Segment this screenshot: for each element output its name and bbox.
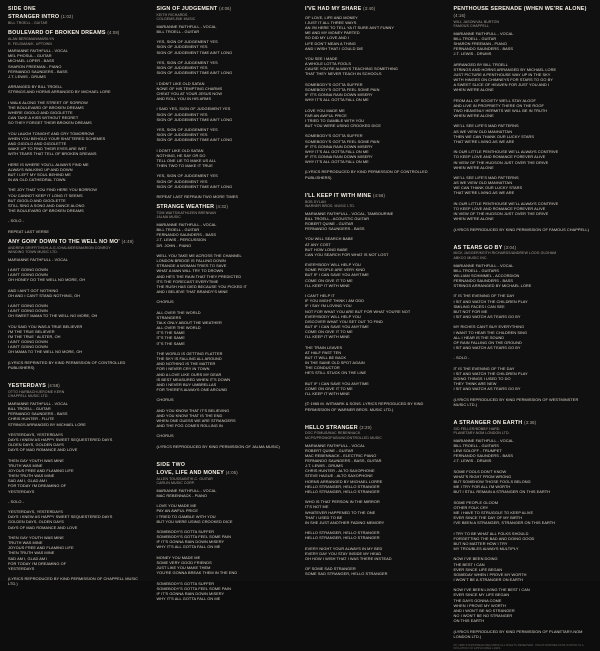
song-title: BOULEVARD OF BROKEN DREAMS (4:08): [8, 30, 120, 37]
song-lyrics: MARIANNE FAITHFULL - VOCAL BILL TROELL - GUITAR SHARON FREEMAN - PIANO FERNANDO SAUNDERS - BASS J.T. LEWIS - DRUMS ARRANGED BY BILL TROELL STRINGS AND HORNS ARRANGED BY MICHAEL LORE JUST PICTURE A PENTHOUSE WAY UP IN THE SKY WITH HINGES ON CHIMNEYS FOR STARS TO GO BY A SWEET SLICE OF HEAVEN FOR JUST YOU AND I WHEN WE'RE ALONE FROM ALL OF SOCIETY WE'LL STAY ALOOF AND LIVE IN PROPRIETY THERE ON THE ROOF TWO HEAVENLY HERMITS WE WILL BE IN TRUTH WHEN WE'RE ALONE WE'LL SEE LIFE'S MAD PATTERNS AS WE VIEW OLD MANHATTAN THEN WE CAN THANK OUR LUCKY STARS THAT WE'RE LIVING AS WE ARE IN OUR LITTLE PENTHOUSE WE'LL ALWAYS CONTRIVE TO KEEP LOVE AND ROMANCE FOREVER ALIVE IN VIEW OF THE HUDSON JUST OVER THE DRIVE WHEN WE'RE ALONE WE'LL SEE LIFE'S MAD PATTERNS AS WE VIEW OLD MANHATTAN WE CAN THANK OUR LUCKY STARS THAT WE'RE LIVING AS WE ARE IN OUR LITTLE PENTHOUSE WE'LL ALWAYS CONTRIVE TO KEEP LOVE AND ROMANCE FOREVER ALIVE IN VIEW OF THE HUDSON JUST OVER THE DRIVE WHEN WE'RE ALONE (LYRICS REPRODUCED BY KIND PERMISSION OF FAMOUS CHAPPELL): [453, 30, 589, 232]
song-credit: OTTO HARBACH/JEROME KERN CHAPPELL MUSIC LTD.: [8, 389, 65, 399]
song-credit: BOB DYLAN WARNER BROS. MUSIC LTD.: [305, 199, 356, 209]
song-any-goin-down-to-the-well-no-mo: [8, 239, 147, 370]
song-credit: SID FELLER/BOBBY HARD PLANETARY-NOM LONDON LTD.: [453, 426, 510, 436]
song-lyrics: MARIANNE FAITHFULL - VOCAL BILL TROELL - GUITARS LEW SOLOFF - TRUMPET FERNANDO SAUNDERS - BASS J.T. LEWIS - DRUMS SOME FOOLS DON'T KNOW WHAT'S RIGHT FROM WRONG BUT SOMEHOW THOSE FOOLS BELONG ME I TRY FOR ALL I'M WORTH BUT I STILL REMAIN A STRANGER ON THIS EARTH SOME PEOPLE GLOOM OTHER FOLK CRY ME I HAVE TO STRUGGLE TO KEEP ALIVE EVER SINCE THE DAY OF MY BIRTH I'VE BEEN A STRANGER, STRANGER ON THIS EARTH I TRY TO BE WHAT ALL FOLKS SHOULD FORGETTING THE BAD AND DOING GOOD BUT NO MATTER HOW I TRY MY TROUBLES ALWAYS MULTIPLY NOW I'VE BEEN DOING THE BEST I CAN EVER SINCE LIFE BEGAN SOMEDAY WHEN I PROVE MY WORTH I WON'T BE A STRANGER ON EARTH NOW I'VE BEEN LIVING THE BEST I CAN EVER SINCE MY LIFE BEGAN THE DAYS GONNA COME WHEN I PROVE MY WORTH AND I WON'T BE NO STRANGER NO I WON'T BE NO STRANGER ON THIS EARTH (LYRICS REPRODUCED BY KIND PERMISSION OF PLANETARY-NOM LONDON LTD.): [453, 437, 583, 639]
song-credit: MICK JAGGER/KEITH RICHARDS/ANDREW LOOG OLDHAM ABKCO MUSIC INC.: [453, 251, 557, 260]
song-title: PENTHOUSE SERENADE (WHEN WE'RE ALONE) (4:16): [453, 6, 587, 18]
song-title: LOVE, LIFE AND MONEY (4:05): [156, 469, 238, 476]
column-3: [305, 6, 444, 575]
song-title: STRANGE WEATHER (4:32): [156, 204, 229, 211]
song-lyrics: MARIANNE FAITHFULL - VOCAL I AIN'T GOING DOWN I AIN'T GOING DOWN OH HONEY DO THE WELL NO MORE, OH AND I AIN'T GOT NOTHING OH AND I CAN'T STAND NOTHING, OH I AIN'T GOING DOWN I AIN'T GOING DOWN OH SWEET MAMA TO THE WELL NO MORE, OH YOU SAID YOU WAS A TRUE BELIEVER I'M THE TRUE BELIEVER I'M THE TRUE ' ALSTER, OH I AIN'T GOING DOWN I AIN'T GOING DOWN OH MAMA TO THE WELL NO MORE, OH (LYRICS REPRINTED BY KIND PERMISSION OF CONTROLLED PUBLISHERS): [8, 256, 126, 370]
song-credit: KEITH RICHARDS COLGEMS-EMI MUSIC: [156, 12, 196, 22]
song-title: STRANGER INTRO (1:02): [8, 14, 74, 20]
song-strange-weather: [157, 204, 296, 449]
side-two-label: SIDE TWO: [156, 461, 186, 468]
song-lyrics: MARIANNE FAITHFULL - VOCAL MEL PHOSUL - GUITAR MICHAEL LOPER - BASS SHARON FREEMAN - PIANO FERNANDO SAUNDERS - BASS J.T. LEWIS - DRUMS ARRANGED BY BILL TROELL STRINGS AND HORNS ARRANGED BY MICHAEL LORE I WALK ALONG THE STREET OF SORROW THE BOULEVARD OF BROKEN DREAMS WHERE GIGOLO AND GIGOLETTE CAN TAKE A KISS WITHOUT REGRET SO THEY FORGET THEIR BROKEN DREAMS YOU LAUGH TONIGHT AND CRY TOMORROW WHEN YOU BEHOLD YOUR SHATTERED SCHEMES AND GIGOLO AND GIGOLETTE WAKE UP TO FIND THEIR EYES ARE WET WITH TEARS THAT TELL OF BROKEN DREAMS HERE IS WHERE YOU'LL ALWAYS FIND ME ALWAYS WALKING UP AND DOWN BUT I LEFT MY SOUL BEHIND ME IN AN OLD CATHEDRAL TOWN THE JOY THAT YOU FIND HERE YOU BORROW YOU CANNOT KEEP IT LONG IT SEEMS BUT GIGOLO AND GIGOLETTE STILL SING A SONG AND DANCE ALONG THE BOULEVARD OF BROKEN DREAMS - SOLO - REPEAT LAST VERSE: [8, 48, 111, 234]
song-a-stranger-on-earth: [454, 420, 593, 639]
song-lyrics: OF LOVE, LIFE AND MONEY I JUST IT ALL THREE WAYS AN I'M HERE TO TELL YA IT SURE AIN'T FUNNY ME AND MY MONEY PARTED SO DID MY LOVE AND I LIFE DON'T MEAN A THING AND I WISH THAT I COULD DIE YOU SEE I MADE A WHOLE LOTTA FOOLS CAUSE YOU'RE ALWAYS TEACHING SOMETHING THAT THEY NEVER TEACH IN SCHOOLS SOMEBODY'S GOTTA SUFFER SOMEBODY'S GOTTA FEEL SOME PAIN IF IT'S GONNA RAIN DOWN MISERY WHY IT'S ALL GOTTA FALL ON ME LOVE YOU MADE ME FAR AN AWFUL PRICE I TRIED TO GAMBLE WITH YOU BUT YOU WERE USING CROOKED DICE SOMEBODY'S GOTTA SUFFER SOMEBODY'S GOTTA FEEL SOME PAIN IF IT'S GONNA RAIN DOWN MISERY WHY IT'S ALL GOTTA FALL ON ME IF IT'S GONNA RAIN DOWN MISERY WHY IT'S ALL GOTTA FALL ON ME (LYRICS REPRODUCED BY KIND PERMISSION OF CONTROLLED PUBLISHERS): [305, 14, 428, 180]
song-title: I'VE HAD MY SHARE (3:40): [305, 6, 376, 12]
song-yesterdays: [8, 383, 147, 586]
song-lyrics: MARIANNE FAITHFULL - VOCAL BILL TROELL - GUITAR YES, SIGN OF JUDGEMENT YES SIGN OF JUDGEMENT YES SIGN OF JUDGEMENT TIME AIN'T LONG YES, SIGN OF JUDGEMENT YES SIGN OF JUDGEMENT YES SIGN OF JUDGEMENT TIME AIN'T LONG I DIDN'T LIKE OLD SATAN NONE OF HIS TEMPTING CHARMS CHEAT YOU AT YOUR JESUS NOW AND ROLL YOU IN HIS ARMS I SAID YES, SIGN OF JUDGEMENT YES SIGN OF JUDGEMENT YES SIGN OF JUDGEMENT TIME AIN'T LONG YES, SIGN OF JUDGEMENT YES SIGN OF JUDGEMENT YES SIGN OF JUDGEMENT TIME AIN'T LONG I DON'T LIKE OLD SATAN NOTHING, HE SAY OR DO TELL ONE LIE TO MAKE US ALL THEN TWO TO MAKE IT TRUE YES, SIGN OF JUDGEMENT YES SIGN OF JUDGEMENT YES SIGN OF JUDGEMENT TIME AIN'T LONG REPEAT LAST REFRAIN TWO MORE TIMES: [156, 23, 239, 199]
song-credit: DOC POMUS/MAC REBENNACK MCPS/PROMOPUB/UNCONTROLLED MUSIC: [305, 431, 382, 440]
song-hello-stranger: [305, 425, 444, 577]
song-ill-keep-it-with-mine: [305, 193, 444, 412]
column-1: [8, 6, 147, 587]
song-sign-of-judgement: [157, 6, 296, 199]
song-title: HELLO STRANGER (3:29): [305, 424, 372, 431]
song-title: I'LL KEEP IT WITH MINE (4:56): [305, 192, 386, 199]
song-lyrics: MARIANNE FAITHFULL - VOCAL ROBERT QUINE - GUITAR MAC REBENNACK - ELECTRIC PIANO FERNANDO SAUNDERS - BASS, GUITAR J.T. LEWIS - DRUMS CHRIS HUNTER - ALTO SAXOPHONE STEVE HAGUE - ALTO SAXOPHONE HORNS ARRANGED BY MICHAEL LORRE HELLO STRANGER, HELLO STRANGER HELLO STRANGER, HELLO STRANGER WHO IS THAT PERSON IN THE MIRROR IT'S NOT ME WHATEVER HAPPENED TO THE ONE THAT I USED TO BE IN SHE JUST ANOTHER FADING MEMORY HELLO STRANGER, HELLO STRANGER HELLO STRANGER, HELLO STRANGER EVERY NIGHT YOUR ALWAYS IN MY BED EVERY DAY YOU STAY INSIDE MY HEAD OH HOW I WISH THAT I WAS THERE INSTEAD OF SOME SAD STRANGER SOME SAD STRANGER, HELLO STRANGER: [305, 442, 392, 577]
song-credit: TOM WAITS/KATHLEEN BRENNAN JALMA MUSIC: [156, 210, 217, 220]
song-ive-had-my-share: [305, 6, 444, 180]
side-one-label: SIDE ONE: [8, 6, 36, 12]
song-credit: ALAN BERGMAN/MARILYN R. FELDMAN/K. UPTOWN: [8, 37, 55, 46]
song-lyrics: MARIANNE FAITHFULL - VOCAL BILL TROELL - GUITAR FERNANDO SAUNDERS - BASS CHRIS HUNTER - FLUTE STRINGS ARRANGED BY MICHAEL LORE YESTERDAYS, YESTERDAYS DAYS I KNEW AS HAPPY SWEET SEQUESTERED DAYS OLDEN DAYS, GOLDEN DAYS DAYS OF MAD ROMANCE AND LOVE THEN GAY YOUTH WAS MINE TRUTH WAS MINE JOYOUS FREE AND FLAMING LIFE THEN TRUTH WAS MINE SAD AM I, GLAD AM I FOR TODAY I'M DREAMING OF YESTERDAYS - SOLO - YESTERDAYS, YESTERDAYS DAYS I KNEW AS HAPPY SWEET SEQUESTERED DAYS GOLDEN DAYS, OLDEN DAYS DAYS OF MAD ROMANCE AND LOVE THEN GAY YOUTH WAS MINE TRUTH WAS MINE JOYOUS FREE AND FLAMING LIFE THEN TRUTH WAS MINE SAD AM I, GLAD AM I FOR TODAY I'M DREAMING OF YESTERDAYS (LYRICS REPRODUCED BY KIND PERMISSION OF CHAPPELL MUSIC LTD.): [8, 400, 139, 587]
song-credit: ALLEN TOUSSAINT/K.C. GUITAR CARLIN MUSIC CORP.: [156, 476, 213, 486]
column-4: [453, 6, 593, 651]
song-lyrics: MARIANNE FAITHFULL - VOCAL BILL TROELL - GUITAR FERNANDO SAUNDERS - BASS J.T. LEWIS - PERCUSSION DR. JOHN - PIANO WELL YOU TAKE ME ACROSS THE CHANNEL LONDON BRIDGE IS FALLING DOWN STRANGE A WOMAN TRIES TO SAVE WHAT A MAN WILL TRY TO DROWN AND HE'S THE RAIN THAT THEY PREDICTED ITS THE FORECAST EVERYTIME THE RUSH HAS DIED BECAUSE YOU PICKED IT AND I BELIEVE THAT BRANDY'S MINE CHORUS ALL OVER THE WORLD STRANGERS TALK ONLY ABOUT THE WEATHER ALL OVER THE WORLD IT'S THE SAME IT'S THE SAME IT'S THE SAME THE WORLD IS GETTING FLATTER THE SKY IS FALLING ALL AROUND AND NOTHING IS THE MATTER FOR I NEVER CRY IN TOWN AND A LOVE LIKE OURS MY DEAR IS BEST MEASURED WHEN IT'S DOWN AND I NEVER BUY UMBRELLAS FOR THERE'S ALWAYS ONE AROUND CHORUS AND YOU KNOW THAT IT'S BELIEVING AND YOU KNOW THAT IS THE END WHEN ONE GUESS WE ARE STRANGERS AND THE FOG COMES ROLLING IN CHORUS (LYRICS REPRODUCED BY KIND PERMISSION OF JALMA MUSIC): [156, 222, 280, 449]
song-stranger-intro: [8, 14, 147, 25]
song-title: ANY GOIN' DOWN TO THE WELL NO MO' (4:49): [8, 238, 134, 245]
song-love-life-and-money: [157, 470, 296, 601]
copyright-footer: (P) 1989 STARSTREAM RECORDS ALL RIGHTS RESERVED. UNAUTHORISED DUPLICATION IS A VIOLATION OF APPLICABLE LAWS.: [453, 643, 585, 651]
song-boulevard-of-broken-dreams: [8, 30, 147, 233]
column-2: [156, 6, 296, 601]
song-title: A STRANGER ON EARTH (3:38): [453, 419, 537, 426]
song-lyrics: MARIANNE FAITHFULL - VOCAL BILL TROELL - GUITARS WILLIAM SCHIMMEL - ACCORDION FERNANDO SAUNDERS - BASS STRINGS ARRANGED BY MICHAEL LORE IT IS THE EVENING OF THE DAY I SIT AND WATCH THE CHILDREN PLAY SMILING FACES I CAN SEE BUT NOT FOR ME I SIT AND WATCH AS TEARS GO BY MY RICHES CAN'T BUY EVERYTHING I WANT TO HEAR THE CHILDREN SING ALL I HEAR IS THE SOUND OF RAIN FALLING ON THE GROUND I SIT AND WATCH AS TEARS GO BY - SOLO - IT IS THE EVENING OF THE DAY I SIT AND WATCH THE CHILDREN PLAY DOING THINGS I USED TO DO THEY THINK ARE NEW I SIT AND WATCH AS TEARS GO BY (LYRICS REPRODUCED BY KIND PERMISSION OF WESTMINSTER MUSIC LTD.): [453, 262, 579, 407]
song-title: YESTERDAYS (4:58): [8, 383, 60, 390]
song-lyrics: MARIANNE FAITHFULL - VOCAL MAC REBENNACK - PIANO LOVE YOU MADE ME PAY AN AWFUL PRICE I TRIED TO GAMBLE WITH YOU BUT YOU WERE USING CROOKED DICE SOMEBODY'S GOTTA SUFFER SOMEBODY'S GOTTA FEEL SOME PAIN IF IT'S GONNA RAIN DOWN MISERY WHY IT'S ALL GOTTA FALL ON ME MONEY YOU MADE ME SOME VERY GOOD FRIENDS JUST LIKE YOU MAKE THEM YOU'RE GONNA BREAK THEM IN THE END SOMEBODY'S GOTTA SUFFER SOMEBODY'S GOTTA FEEL SOME PAIN IF IT'S GONNA RAIN DOWN MISERY WHY IT'S ALL GOTTA FALL ON ME: [156, 487, 238, 601]
song-title: SIGN OF JUDGEMENT (4:06): [156, 6, 232, 12]
song-credit: BILL TROELL - GUITAR: [8, 20, 48, 25]
song-credit: WILL JASON/VAL BURTON FAMOUS CHAPPELL: [453, 19, 500, 29]
song-credit: ANDREW GRIFFITHS/H.A.G./CHALMERS/MARION CONROY WINDING TOWN MUSIC LTD.: [8, 245, 111, 255]
song-as-tears-go-by: [454, 245, 593, 407]
lyrics-columns: [8, 6, 592, 651]
song-lyrics: MARIANNE FAITHFULL - VOCAL, TAMBOURINE BILL TROELL - ACOUSTIC GUITAR ROBERT QUINE - GUITAR FERNANDO SAUNDERS - BASS YOU WILL SEARCH BABE AT ANY COST BUT HOW LONG BABE CAN YOU SEARCH FOR WHAT IS NOT LOST EVERYBODY WILL HELP YOU SOME PEOPLE ARE VERY KIND BUT IF I CAN SAVE YOU ANYTIME COME ON GIVE IT TO ME I'LL KEEP IT WITH MINE I CAN'T HELP IT IF YOU MIGHT THINK I AM ODD IF I SAY I'M LOVING YOU NOT FOR WHAT YOU ARE BUT FOR WHAT YOU'RE NOT EVERYBODY WILL HELP YOU DISCOVER WHAT YOU SET OUT TO FIND BUT IF I CAN SAVE YOU ANYTIME COME ON GIVE IT TO ME I'LL KEEP IT WITH MINE THE TRAIN LEAVES AT HALF PAST TEN BUT IT WILL BE BACK IN THE SAME OLD SPOT AGAIN THE CONDUCTOR HE'S STILL STUCK ON THE LINE BUT IF I CAN SAVE YOU ANYTIME COME ON GIVE IT TO ME I'LL KEEP IT WITH MINE (© 1965 M. WITMARK & SONS. LYRICS REPRODUCED BY KIND PERMISSION OF WARNER BROS. MUSIC LTD.): [305, 210, 424, 412]
song-title: AS TEARS GO BY (3:04): [453, 244, 517, 251]
song-penthouse-serenade: [454, 6, 593, 232]
